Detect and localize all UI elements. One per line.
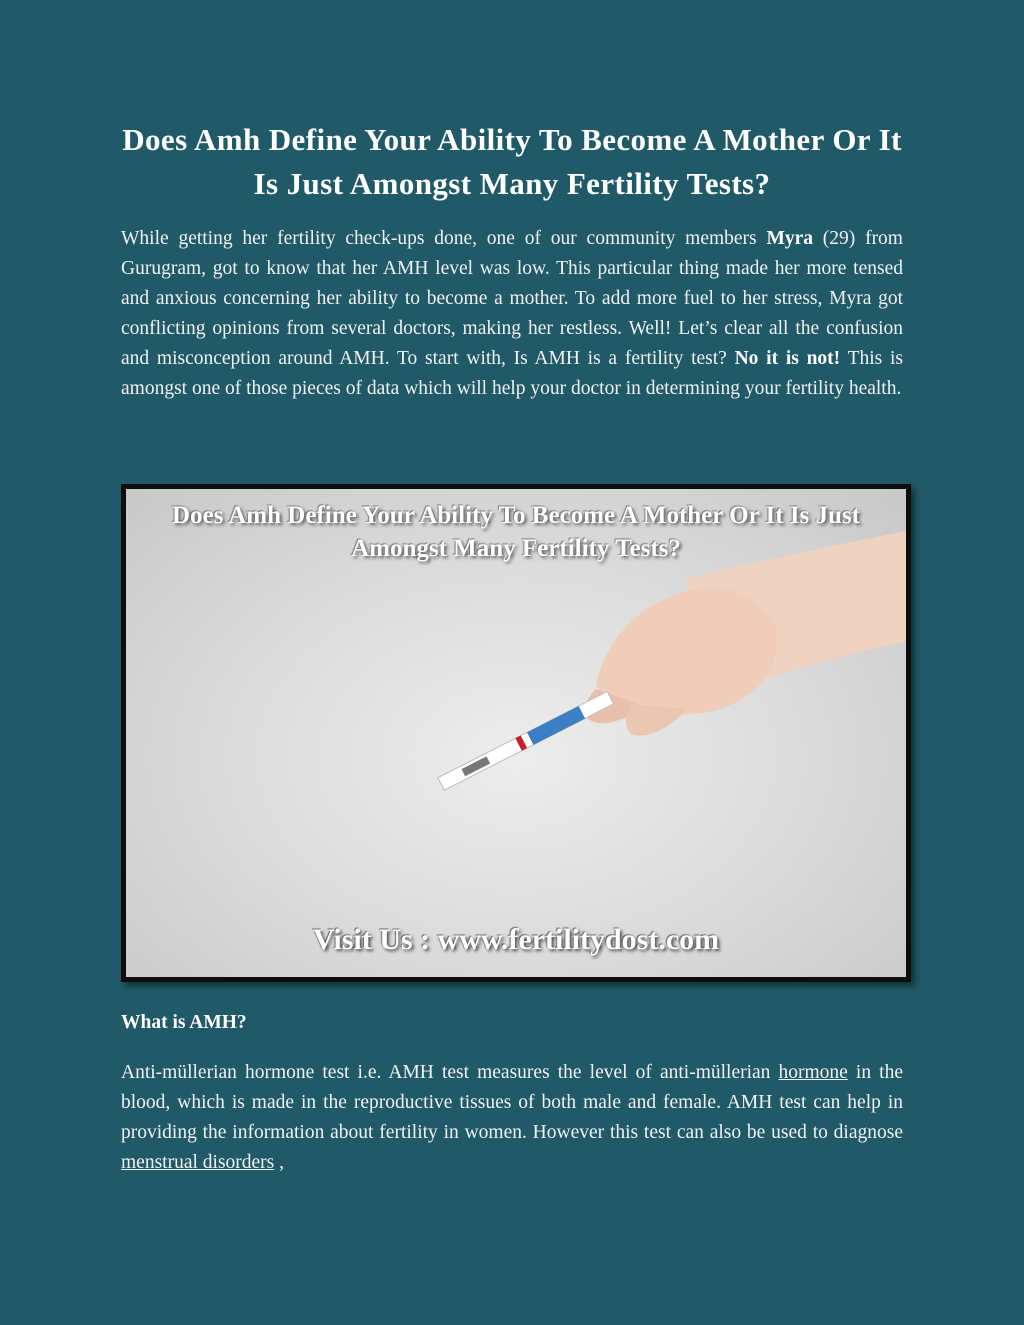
- intro-text-2: (29) from Gurugram, got to know that her AMH level was low. This particular thing made her more tensed and anxious concerning her ability to become a mother. To add more fuel to her stress, Myra got conflicting opinions from several doctors, making her restless. Well! Let’s clear all the confusion and misconception around AMH. To start with, Is AMH is a fertility test?: [121, 228, 903, 369]
- article-figure: [121, 484, 911, 982]
- intro-emphasis: No it is not!: [734, 348, 841, 369]
- intro-text-1: While getting her fertility check-ups done, one of our community members: [121, 228, 767, 249]
- figure-title: Does Amh Define Your Ability To Become A Mother Or It Is Just Amongst Many Fertility Tests?: [172, 502, 860, 562]
- section-text-2: in the blood, which is made in the reproductive tissues of both male and female. AMH test can help in providing the information about fertility in women. However this test can also be used to diagnose: [121, 1062, 903, 1143]
- test-strip: [438, 692, 614, 791]
- intro-name: Myra: [766, 228, 813, 249]
- intro-text-3: This is amongst one of those pieces of data which will help your doctor in determining your fertility health.: [121, 348, 903, 399]
- section-paragraph: [121, 1058, 903, 1178]
- section-heading: What is AMH?: [121, 1012, 247, 1033]
- section-text-3: ,: [274, 1152, 285, 1173]
- figure-visit-text: Visit Us : www.fertilitydost.com: [312, 923, 720, 956]
- thumb-shape: [626, 704, 686, 735]
- hormone-link[interactable]: hormone: [778, 1062, 848, 1083]
- test-strip-photo: [126, 489, 906, 977]
- section-text-1: Anti-müllerian hormone test i.e. AMH test measures the level of anti-müllerian: [121, 1062, 779, 1083]
- intro-paragraph: [121, 224, 903, 404]
- page-title: Does Amh Define Your Ability To Become A Mother Or It Is Just Amongst Many Fertility Tests?: [122, 122, 902, 201]
- hand-shape: [596, 588, 777, 715]
- menstrual-disorders-link[interactable]: menstrual disorders: [121, 1152, 275, 1173]
